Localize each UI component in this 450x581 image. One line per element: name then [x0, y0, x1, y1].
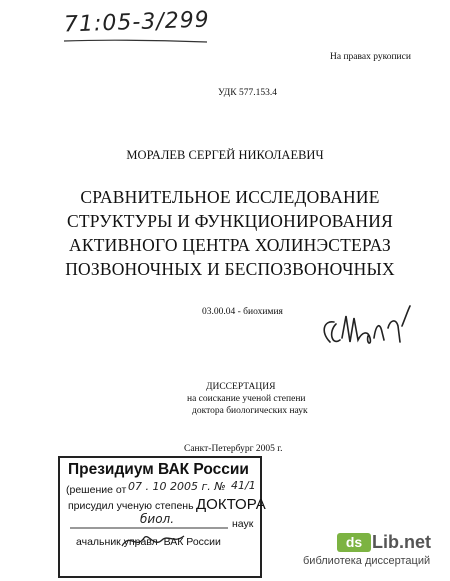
dissertation-title: [0, 185, 450, 281]
udc-code: УДК 577.153.4: [218, 88, 277, 98]
stamp-awarded-degree: ДОКТОРА: [196, 496, 266, 513]
stamp-title: Президиум ВАК России: [68, 461, 249, 478]
dslib-logo-badge: ds: [337, 533, 371, 552]
stamp-head-line: ачальник управл ВАК России: [76, 536, 221, 548]
stamp-decision-date: 07 . 10 2005 г. №: [128, 480, 226, 493]
archive-number-underline: [62, 38, 212, 44]
manuscript-note: На правах рукописи: [330, 52, 411, 62]
degree-line: на соискание ученой степени: [187, 394, 306, 404]
title-line: СРАВНИТЕЛЬНОЕ ИССЛЕДОВАНИЕ: [80, 187, 380, 207]
work-type: ДИССЕРТАЦИЯ: [206, 382, 276, 392]
stamp-signature: [118, 528, 188, 554]
author-name: МОРАЛЕВ СЕРГЕЙ НИКОЛАЕВИЧ: [126, 148, 324, 162]
degree-line: доктора биологических наук: [192, 406, 308, 416]
stamp-decision-prefix: (решение от: [66, 484, 127, 496]
title-line: СТРУКТУРЫ И ФУНКЦИОНИРОВАНИЯ: [67, 211, 393, 231]
signature: [318, 302, 413, 357]
stamp-field-suffix: наук: [232, 518, 254, 530]
title-line: АКТИВНОГО ЦЕНТРА ХОЛИНЭСТЕРАЗ: [69, 235, 391, 255]
stamp-decision-number: 41/1: [231, 479, 256, 492]
dslib-tagline: библиотека диссертаций: [303, 555, 431, 567]
stamp-awarded-prefix: присудил ученую степень: [68, 500, 194, 512]
title-line: ПОЗВОНОЧНЫХ И БЕСПОЗВОНОЧНЫХ: [65, 259, 395, 279]
dslib-domain: Lib.net: [372, 532, 431, 552]
city-year: Санкт-Петербург 2005 г.: [184, 444, 283, 454]
archive-number: 71:05-3/299: [63, 7, 211, 38]
specialty-code: 03.00.04 - биохимия: [202, 307, 283, 317]
stamp-field-handwritten: биол.: [140, 512, 175, 526]
